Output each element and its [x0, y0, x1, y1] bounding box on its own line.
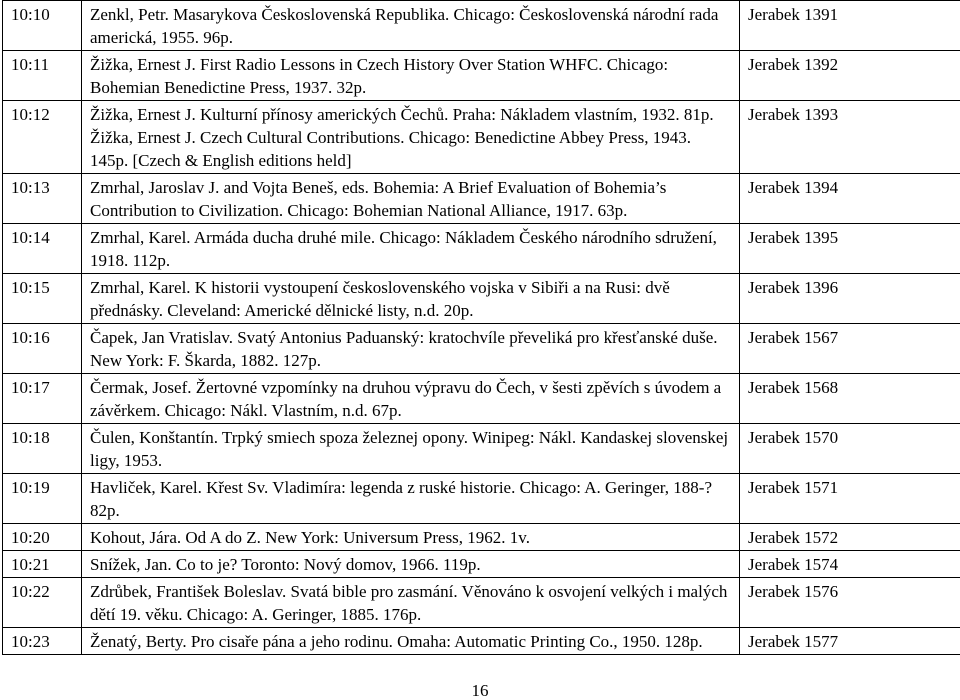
- citation-text: Snížek, Jan. Co to je? Toronto: Nový domov, 1966. 119p.: [90, 555, 481, 574]
- entry-number: 10:22: [3, 578, 82, 628]
- entry-citation-cell: [82, 374, 740, 424]
- jerabek-reference: Jerabek 1577: [740, 628, 960, 655]
- jerabek-reference: Jerabek 1393: [740, 101, 960, 174]
- table-row: [3, 101, 960, 174]
- citation-text: Čulen, Konštantín. Trpký smiech spoza železnej opony. Winipeg: Nákl. Kandaskej slovenskej ligy, 1953.: [90, 428, 729, 470]
- entry-number: 10:19: [3, 474, 82, 524]
- entry-citation-cell: [82, 224, 740, 274]
- table-row: [3, 224, 960, 274]
- citation-text: Čapek, Jan Vratislav. Svatý Antonius Paduanský: kratochvíle převeliká pro křesťanské duše. New York: F. Škarda, 1882. 127p.: [90, 328, 718, 370]
- entry-citation-cell: [82, 628, 740, 655]
- citation-text: Havliček, Karel. Křest Sv. Vladimíra: legenda z ruské historie. Chicago: A. Geringer, 188-? 82p.: [90, 478, 712, 520]
- citation-text: Zmrhal, Jaroslav J. and Vojta Beneš, eds. Bohemia: A Brief Evaluation of Bohemia’s Contribution to Civilization. Chicago: Bohemian National Alliance, 1917. 63p.: [90, 178, 667, 220]
- entry-citation-cell: [82, 174, 740, 224]
- citation-text: Žižka, Ernest J. Kulturní přínosy amerických Čechů. Praha: Nákladem vlastním, 1932. 81p.: [90, 105, 714, 124]
- table-row: [3, 551, 960, 578]
- table-row: [3, 324, 960, 374]
- entry-citation-cell: [82, 578, 740, 628]
- jerabek-reference: Jerabek 1571: [740, 474, 960, 524]
- entry-number: 10:11: [3, 51, 82, 101]
- table-row: [3, 578, 960, 628]
- entry-citation-cell: [82, 1, 740, 51]
- citation-text: Kohout, Jára. Od A do Z. New York: Universum Press, 1962. 1v.: [90, 528, 530, 547]
- jerabek-reference: Jerabek 1396: [740, 274, 960, 324]
- table-row: [3, 1, 960, 51]
- citation-text: Žižka, Ernest J. Czech Cultural Contributions. Chicago: Benedictine Abbey Press, 1943. 145p. [Czech & English editions held]: [90, 128, 692, 170]
- entry-citation-cell: [82, 324, 740, 374]
- entry-number: 10:20: [3, 524, 82, 551]
- jerabek-reference: Jerabek 1567: [740, 324, 960, 374]
- entry-citation-cell: [82, 474, 740, 524]
- entry-citation-cell: [82, 101, 740, 174]
- entry-number: 10:14: [3, 224, 82, 274]
- jerabek-reference: Jerabek 1391: [740, 1, 960, 51]
- table-row: [3, 51, 960, 101]
- jerabek-reference: Jerabek 1394: [740, 174, 960, 224]
- entry-number: 10:13: [3, 174, 82, 224]
- jerabek-reference: Jerabek 1576: [740, 578, 960, 628]
- citation-text: Ženatý, Berty. Pro cisaře pána a jeho rodinu. Omaha: Automatic Printing Co., 1950. 128p.: [90, 632, 703, 651]
- table-row: [3, 424, 960, 474]
- entry-number: 10:23: [3, 628, 82, 655]
- page-number: 16: [471, 681, 489, 700]
- citation-text: Zenkl, Petr. Masarykova Československá Republika. Chicago: Československá národní rada americká, 1955. 96p.: [90, 5, 719, 47]
- entry-number: 10:21: [3, 551, 82, 578]
- entry-citation-cell: [82, 524, 740, 551]
- table-row: [3, 628, 960, 655]
- entry-number: 10:18: [3, 424, 82, 474]
- citation-text: Zmrhal, Karel. K historii vystoupení československého vojska v Sibiři a na Rusi: dvě přednásky. Cleveland: Americké dělnické listy, n.d. 20p.: [90, 278, 670, 320]
- jerabek-reference: Jerabek 1574: [740, 551, 960, 578]
- jerabek-reference: Jerabek 1570: [740, 424, 960, 474]
- table-row: [3, 524, 960, 551]
- entry-citation-cell: [82, 551, 740, 578]
- jerabek-reference: Jerabek 1395: [740, 224, 960, 274]
- entry-number: 10:17: [3, 374, 82, 424]
- entry-citation-cell: [82, 274, 740, 324]
- table-row: [3, 174, 960, 224]
- citation-text: Zmrhal, Karel. Armáda ducha druhé mile. Chicago: Nákladem Českého národního sdružení, 1918. 112p.: [90, 228, 717, 270]
- table-row: [3, 374, 960, 424]
- citation-text: Čermak, Josef. Žertovné vzpomínky na druhou výpravu do Čech, v šesti zpěvích s úvodem a závěrkem. Chicago: Nákl. Vlastním, n.d. 67p.: [90, 378, 722, 420]
- catalog-body: [3, 1, 960, 655]
- entry-number: 10:15: [3, 274, 82, 324]
- jerabek-reference: Jerabek 1572: [740, 524, 960, 551]
- entry-citation-cell: [82, 51, 740, 101]
- catalog-table: [2, 0, 960, 655]
- entry-number: 10:16: [3, 324, 82, 374]
- entry-citation-cell: [82, 424, 740, 474]
- citation-text: Zdrůbek, František Boleslav. Svatá bible pro zasmání. Věnováno k osvojení velkých i malých dětí 19. věku. Chicago: A. Geringer, 1885. 176p.: [90, 582, 728, 624]
- entry-number: 10:10: [3, 1, 82, 51]
- jerabek-reference: Jerabek 1392: [740, 51, 960, 101]
- table-row: [3, 274, 960, 324]
- jerabek-reference: Jerabek 1568: [740, 374, 960, 424]
- entry-number: 10:12: [3, 101, 82, 174]
- table-row: [3, 474, 960, 524]
- citation-text: Žižka, Ernest J. First Radio Lessons in Czech History Over Station WHFC. Chicago: Bohemian Benedictine Press, 1937. 32p.: [90, 55, 669, 97]
